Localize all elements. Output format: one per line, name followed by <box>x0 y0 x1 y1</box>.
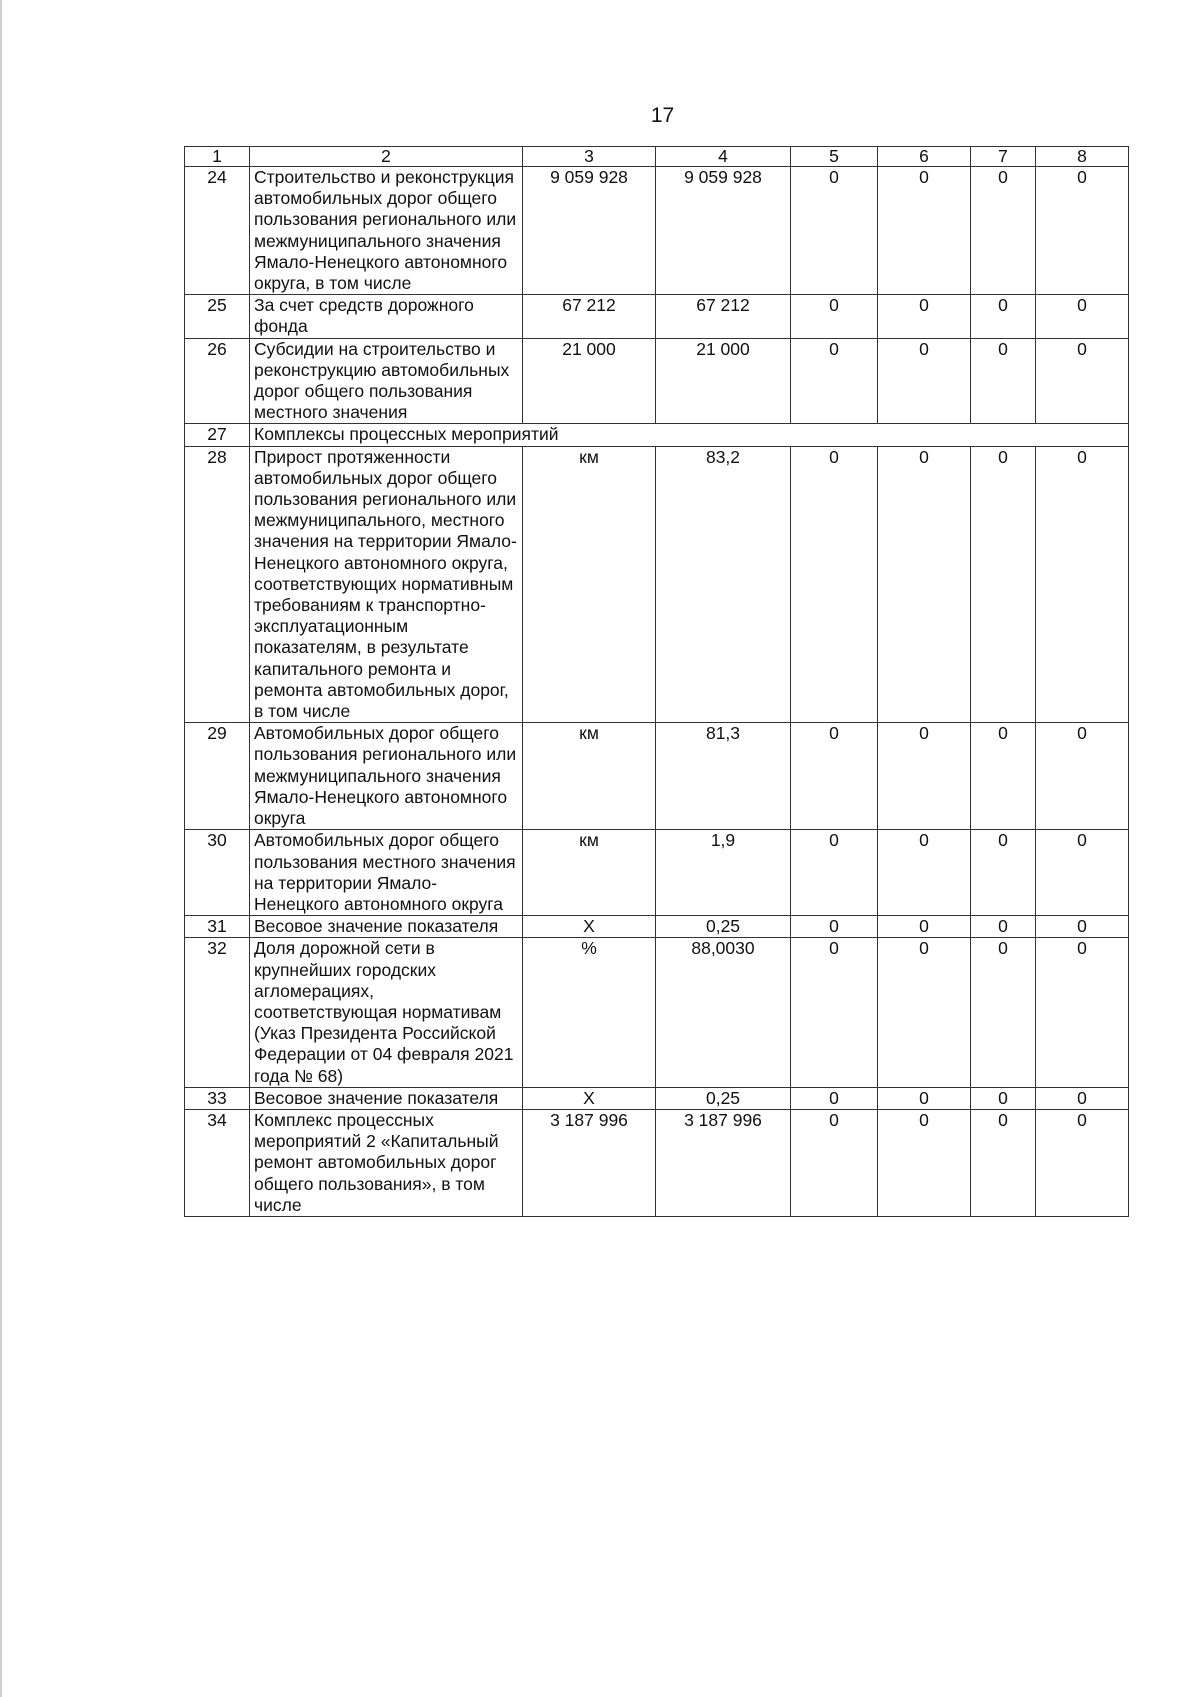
value-cell-col6: 0 <box>878 1087 971 1109</box>
value-cell-col3: Х <box>523 916 656 938</box>
value-cell-col8: 0 <box>1036 916 1129 938</box>
value-cell-col8: 0 <box>1036 295 1129 338</box>
value-cell-col7: 0 <box>971 1087 1036 1109</box>
table-row <box>185 723 1129 830</box>
name-cell: Прирост протяженности автомобильных дорог общего пользования регионального или межмуниципального, местного значения на территории Ямало-Ненецкого автономного округа, соответствующих нормативным требованиям к транспортно-эксплуатационным показателям, в результате капитального ремонта и ремонта автомобильных дорог, в том числе <box>250 446 523 723</box>
value-cell-col7: 0 <box>971 338 1036 424</box>
value-cell-col5: 0 <box>791 723 878 830</box>
value-cell-col6: 0 <box>878 295 971 338</box>
value-cell-col5: 0 <box>791 938 878 1087</box>
row-number-cell: 34 <box>185 1109 250 1216</box>
column-header: 6 <box>878 147 971 167</box>
table-row <box>185 1109 1129 1216</box>
table-row <box>185 167 1129 295</box>
value-cell-col6: 0 <box>878 938 971 1087</box>
value-cell-col7: 0 <box>971 167 1036 295</box>
name-cell: За счет средств дорожного фонда <box>250 295 523 338</box>
name-cell: Доля дорожной сети в крупнейших городских агломерациях, соответствующая нормативам (Указ Президента Российской Федерации от 04 февраля 2021 года № 68) <box>250 938 523 1087</box>
value-cell-col3: км <box>523 723 656 830</box>
table-row <box>185 338 1129 424</box>
value-cell-col4: 3 187 996 <box>656 1109 791 1216</box>
value-cell-col6: 0 <box>878 830 971 916</box>
value-cell-col6: 0 <box>878 167 971 295</box>
value-cell-col7: 0 <box>971 830 1036 916</box>
value-cell-col5: 0 <box>791 167 878 295</box>
table-section-row <box>185 424 1129 446</box>
value-cell-col7: 0 <box>971 295 1036 338</box>
value-cell-col7: 0 <box>971 916 1036 938</box>
value-cell-col4: 0,25 <box>656 916 791 938</box>
value-cell-col4: 81,3 <box>656 723 791 830</box>
value-cell-col8: 0 <box>1036 338 1129 424</box>
value-cell-col4: 1,9 <box>656 830 791 916</box>
value-cell-col8: 0 <box>1036 938 1129 1087</box>
column-header: 7 <box>971 147 1036 167</box>
document-table <box>184 146 1129 1217</box>
value-cell-col6: 0 <box>878 1109 971 1216</box>
name-cell: Автомобильных дорог общего пользования регионального или межмуниципального значения Ямало-Ненецкого автономного округа <box>250 723 523 830</box>
value-cell-col4: 21 000 <box>656 338 791 424</box>
row-number-cell: 33 <box>185 1087 250 1109</box>
row-number-cell: 25 <box>185 295 250 338</box>
row-number-cell: 24 <box>185 167 250 295</box>
value-cell-col3: 21 000 <box>523 338 656 424</box>
value-cell-col5: 0 <box>791 295 878 338</box>
value-cell-col3: Х <box>523 1087 656 1109</box>
row-number-cell: 26 <box>185 338 250 424</box>
table-row <box>185 446 1129 723</box>
value-cell-col7: 0 <box>971 1109 1036 1216</box>
column-header: 5 <box>791 147 878 167</box>
table-row <box>185 938 1129 1087</box>
table-row <box>185 916 1129 938</box>
value-cell-col6: 0 <box>878 723 971 830</box>
column-header: 8 <box>1036 147 1129 167</box>
value-cell-col5: 0 <box>791 1087 878 1109</box>
value-cell-col7: 0 <box>971 446 1036 723</box>
page-number: 17 <box>650 104 675 127</box>
table-row <box>185 830 1129 916</box>
value-cell-col6: 0 <box>878 916 971 938</box>
row-number-cell: 32 <box>185 938 250 1087</box>
section-title-cell: Комплексы процессных мероприятий <box>250 424 1129 446</box>
value-cell-col4: 9 059 928 <box>656 167 791 295</box>
row-number-cell: 30 <box>185 830 250 916</box>
value-cell-col4: 0,25 <box>656 1087 791 1109</box>
value-cell-col3: км <box>523 830 656 916</box>
value-cell-col4: 67 212 <box>656 295 791 338</box>
value-cell-col3: 3 187 996 <box>523 1109 656 1216</box>
column-header: 1 <box>185 147 250 167</box>
value-cell-col3: 67 212 <box>523 295 656 338</box>
row-number-cell: 28 <box>185 446 250 723</box>
value-cell-col5: 0 <box>791 830 878 916</box>
table-body <box>185 147 1129 1217</box>
name-cell: Весовое значение показателя <box>250 1087 523 1109</box>
value-cell-col3: 9 059 928 <box>523 167 656 295</box>
value-cell-col8: 0 <box>1036 1087 1129 1109</box>
value-cell-col5: 0 <box>791 916 878 938</box>
value-cell-col7: 0 <box>971 723 1036 830</box>
value-cell-col5: 0 <box>791 1109 878 1216</box>
row-number-cell: 29 <box>185 723 250 830</box>
name-cell: Строительство и реконструкция автомобильных дорог общего пользования регионального или межмуниципального значения Ямало-Ненецкого автономного округа, в том числе <box>250 167 523 295</box>
name-cell: Автомобильных дорог общего пользования местного значения на территории Ямало-Ненецкого автономного округа <box>250 830 523 916</box>
column-header: 4 <box>656 147 791 167</box>
value-cell-col6: 0 <box>878 338 971 424</box>
value-cell-col3: км <box>523 446 656 723</box>
value-cell-col8: 0 <box>1036 167 1129 295</box>
value-cell-col5: 0 <box>791 446 878 723</box>
name-cell: Весовое значение показателя <box>250 916 523 938</box>
page-left-edge <box>0 0 2 1697</box>
value-cell-col7: 0 <box>971 938 1036 1087</box>
value-cell-col6: 0 <box>878 446 971 723</box>
table-header-row <box>185 147 1129 167</box>
table-row <box>185 1087 1129 1109</box>
value-cell-col8: 0 <box>1036 723 1129 830</box>
name-cell: Комплекс процессных мероприятий 2 «Капитальный ремонт автомобильных дорог общего пользования», в том числе <box>250 1109 523 1216</box>
row-number-cell: 31 <box>185 916 250 938</box>
value-cell-col8: 0 <box>1036 1109 1129 1216</box>
value-cell-col5: 0 <box>791 338 878 424</box>
value-cell-col4: 83,2 <box>656 446 791 723</box>
row-number-cell: 27 <box>185 424 250 446</box>
value-cell-col8: 0 <box>1036 446 1129 723</box>
column-header: 2 <box>250 147 523 167</box>
value-cell-col3: % <box>523 938 656 1087</box>
name-cell: Субсидии на строительство и реконструкцию автомобильных дорог общего пользования местного значения <box>250 338 523 424</box>
column-header: 3 <box>523 147 656 167</box>
value-cell-col8: 0 <box>1036 830 1129 916</box>
value-cell-col4: 88,0030 <box>656 938 791 1087</box>
table-row <box>185 295 1129 338</box>
